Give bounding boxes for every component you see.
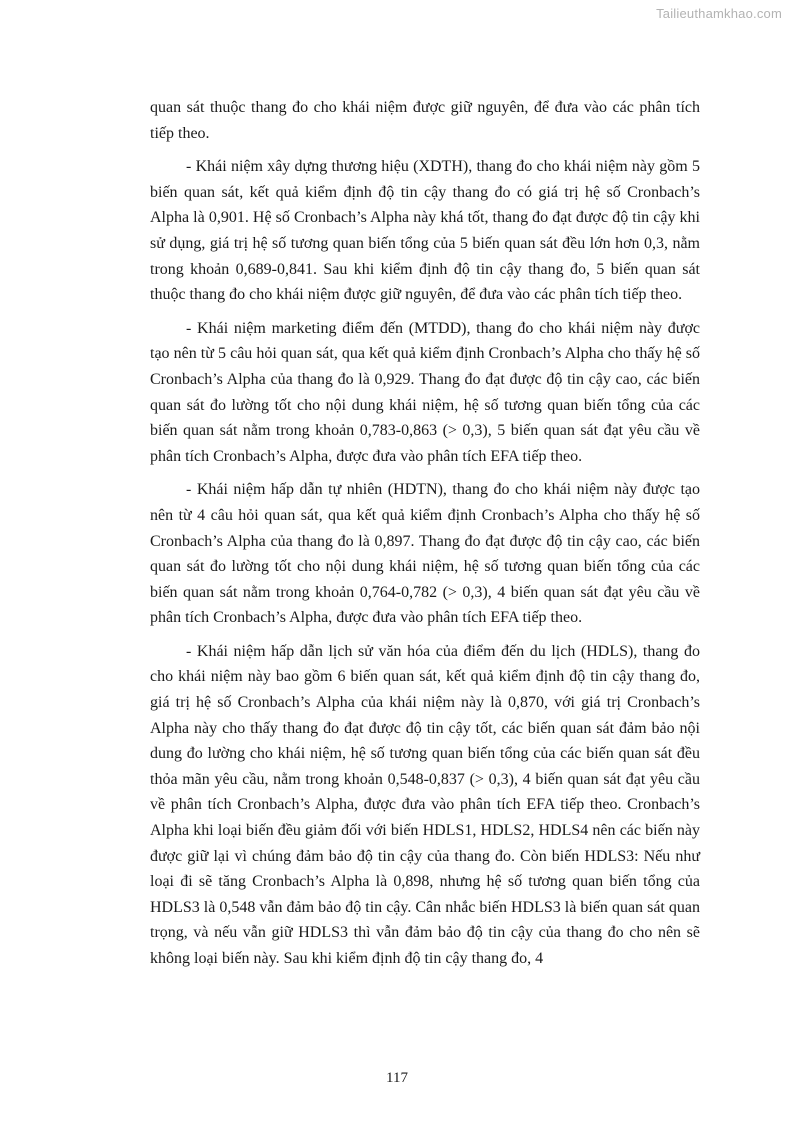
paragraph-continuation: quan sát thuộc thang đo cho khái niệm được giữ nguyên, để đưa vào các phân tích tiếp theo. [150, 99, 700, 142]
page-body [150, 95, 700, 980]
paragraph-hdls: - Khái niệm hấp dẫn lịch sử văn hóa của điểm đến du lịch (HDLS), thang đo cho khái niệm này bao gồm 6 biến quan sát, kết quả kiểm định độ tin cậy thang đo, giá trị hệ số Cronbach’s Alpha của khái niệm này là 0,870, với giá trị Cronbach’s Alpha này cho thấy thang đo đạt được độ tin cậy tốt, các biến quan sát đảm bảo nội dung đo lường cho khái niệm, hệ số tương quan biến tổng của các biến quan sát đều thỏa mãn yêu cầu, nằm trong khoản 0,548-0,837 (> 0,3), 4 biến quan sát đạt yêu cầu về phân tích Cronbach’s Alpha, được đưa vào phân tích EFA tiếp theo. Cronbach’s Alpha khi loại biến đều giảm đối với biến HDLS1, HDLS2, HDLS4 nên các biến này được giữ lại vì chúng đảm bảo độ tin cậy của thang đo. Còn biến HDLS3: Nếu như loại đi sẽ tăng Cronbach’s Alpha là 0,898, nhưng hệ số tương quan biến tổng của HDLS3 là 0,548 vẫn đảm bảo độ tin cậy. Cân nhắc biến HDLS3 là biến quan sát quan trọng, và nếu vẫn giữ HDLS3 thì vẫn đảm bảo độ tin cậy của thang đo cho nên sẽ không loại biến này. Sau khi kiểm định độ tin cậy thang đo, 4 [150, 642, 700, 967]
paragraph-hdtn: - Khái niệm hấp dẫn tự nhiên (HDTN), thang đo cho khái niệm này được tạo nên từ 4 câu hỏi quan sát, qua kết quả kiểm định Cronbach’s Alpha cho thấy hệ số Cronbach’s Alpha của thang đo là 0,897. Thang đo đạt được độ tin cậy cao, các biến quan sát đo lường tốt cho nội dung khái niệm, hệ số tương quan biến tổng của các biến quan sát nằm trong khoản 0,764-0,782 (> 0,3), 4 biến quan sát đạt yêu cầu về phân tích Cronbach’s Alpha, được đưa vào phân tích EFA tiếp theo. [150, 481, 700, 627]
page-number: 117 [386, 1070, 408, 1086]
watermark: Tailieuthamkhao.com [656, 6, 782, 21]
paragraph-xdth: - Khái niệm xây dựng thương hiệu (XDTH), thang đo cho khái niệm này gồm 5 biến quan sát, kết quả kiểm định độ tin cậy thang đo có giá trị hệ số Cronbach’s Alpha là 0,901. Hệ số Cronbach’s Alpha này khá tốt, thang đo đạt được độ tin cậy khi sử dụng, giá trị hệ số tương quan biến tổng của 5 biến quan sát đều lớn hơn 0,3, nằm trong khoản 0,689-0,841. Sau khi kiểm định độ tin cậy thang đo, 5 biến quan sát thuộc thang đo cho khái niệm được giữ nguyên, để đưa vào các phân tích tiếp theo. [150, 158, 700, 304]
paragraph-mtdd: - Khái niệm marketing điểm đến (MTDD), thang đo cho khái niệm này được tạo nên từ 5 câu hỏi quan sát, qua kết quả kiểm định Cronbach’s Alpha cho thấy hệ số Cronbach’s Alpha của thang đo là 0,929. Thang đo đạt được độ tin cậy cao, các biến quan sát đo lường tốt cho nội dung khái niệm, hệ số tương quan biến tổng của các biến quan sát nằm trong khoản 0,783-0,863 (> 0,3), 5 biến quan sát đạt yêu cầu về phân tích Cronbach’s Alpha, được đưa vào phân tích EFA tiếp theo. [150, 319, 700, 465]
